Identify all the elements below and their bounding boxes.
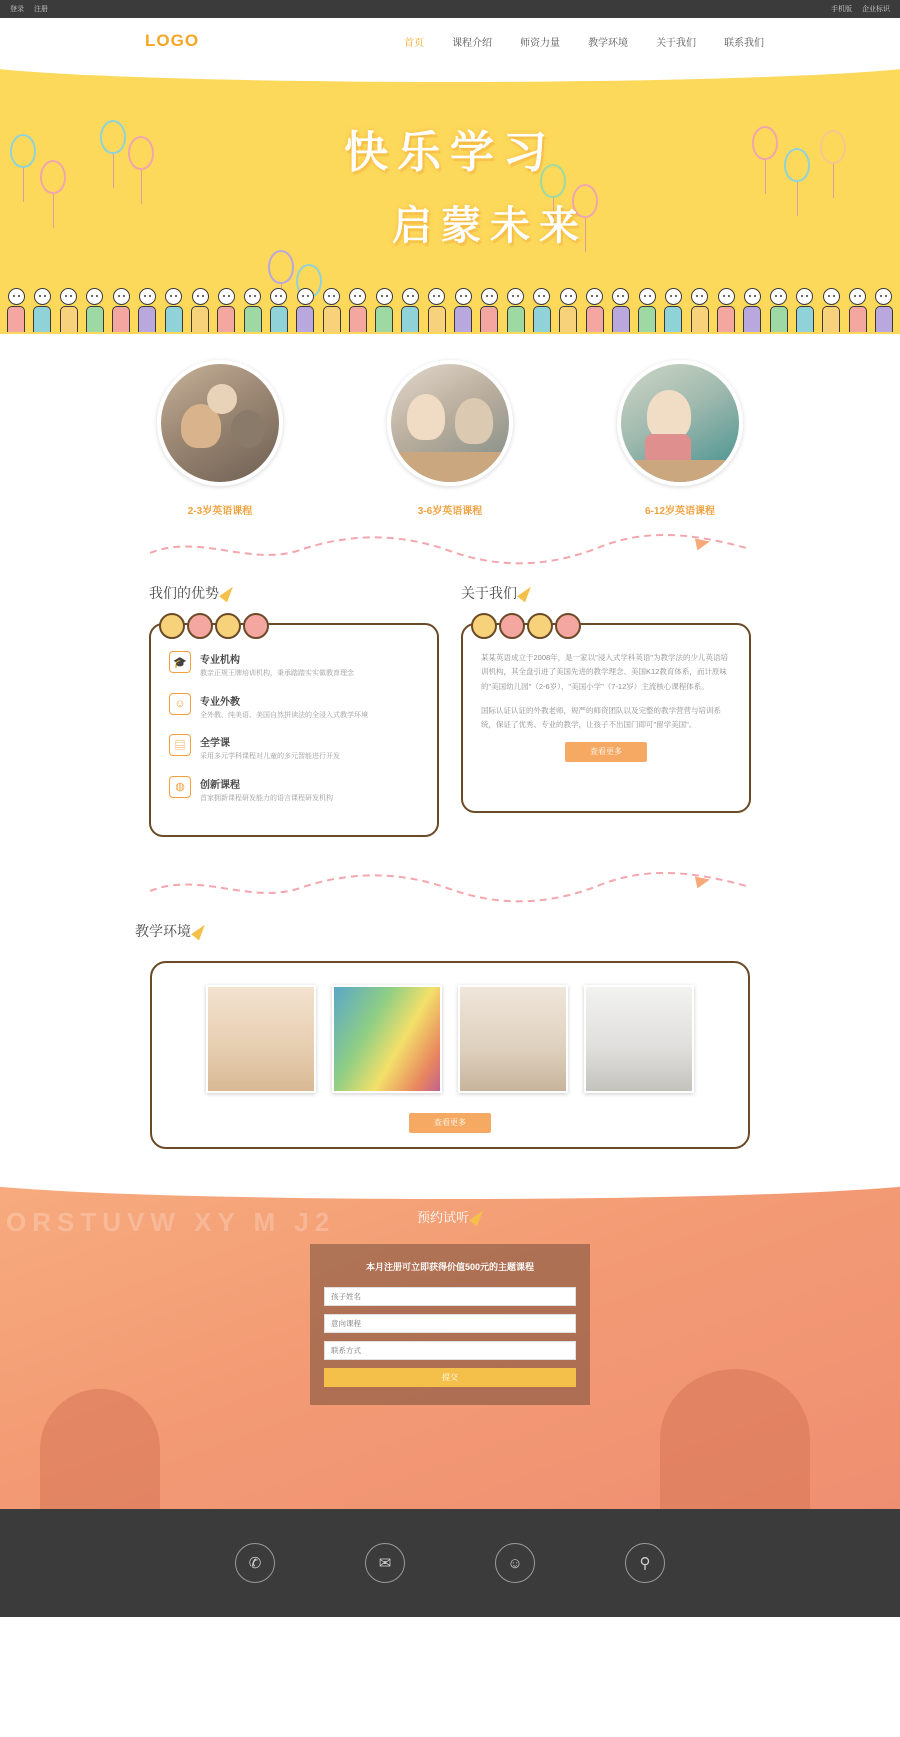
footer-item-location[interactable] (625, 1543, 665, 1583)
peeking-kids-illustration (159, 585, 279, 639)
kid-figure (135, 288, 159, 332)
phone-icon: ✆ (235, 1543, 275, 1583)
register-link[interactable]: 注册 (33, 6, 48, 13)
book-open-icon: ▤ (169, 734, 191, 756)
login-link[interactable]: 登录 (10, 6, 24, 13)
kid-figure (609, 288, 633, 332)
balloon-icon (10, 134, 36, 202)
booking-promo-text: 本月注册可立即获得价值500元的主题课程 (365, 1262, 535, 1272)
kid-figure (109, 288, 133, 332)
course-image-classroom-girl (617, 360, 743, 486)
peek-kid-head (471, 613, 497, 639)
kid-figure (57, 288, 81, 332)
site-header (0, 18, 900, 64)
kid-figure (162, 288, 186, 332)
kid-figure (241, 288, 265, 332)
site-footer (0, 1509, 900, 1617)
course-card-2[interactable] (595, 360, 765, 517)
kid-figure (661, 288, 685, 332)
advantages-title: 我们的优势 (149, 585, 219, 601)
kid-figure (30, 288, 54, 332)
peek-kid-head (499, 613, 525, 639)
peek-kid-head (159, 613, 185, 639)
top-bar (0, 0, 900, 18)
background-person-right (660, 1369, 810, 1509)
footer-item-mail[interactable] (365, 1543, 405, 1583)
kid-figure (740, 288, 764, 332)
kid-figure (398, 288, 422, 332)
kid-figure (320, 288, 344, 332)
environment-title: 教学环境 (135, 923, 191, 939)
kid-figure (846, 288, 870, 332)
nav-item-faculty[interactable]: 师资力量 (520, 37, 561, 49)
kid-figure (83, 288, 107, 332)
background-letters: ORSTUVW XY M J2 (6, 1207, 336, 1237)
site-logo[interactable]: LOGO (145, 31, 200, 50)
environment-more-button[interactable]: 查看更多 (409, 1113, 491, 1133)
mail-icon: ✉ (365, 1543, 405, 1583)
lightbulb-icon: ◍ (169, 776, 191, 798)
balloon-icon (820, 130, 846, 198)
kid-figure (714, 288, 738, 332)
booking-title-row (0, 1179, 900, 1226)
nav-item-courses[interactable]: 课程介绍 (452, 37, 493, 49)
kid-figure (4, 288, 28, 332)
peek-kid-head (243, 613, 269, 639)
kid-figure (188, 288, 212, 332)
nav-item-home[interactable]: 首页 (404, 37, 425, 49)
user-badge-icon: ☺ (169, 693, 191, 715)
peek-kid-head (527, 613, 553, 639)
kid-figure (583, 288, 607, 332)
advantages-card (149, 623, 439, 837)
about-panel (461, 583, 751, 837)
kid-figure (530, 288, 554, 332)
kid-figure (372, 288, 396, 332)
environment-section (0, 921, 900, 1169)
about-paragraph-1: 国际认证认证的外教老师，规严的师资团队以及完整的教学营营与培训系统，保证了优秀、专业的教学，让孩子不出国门即可"留学美国"。 (481, 705, 721, 729)
kid-figure (293, 288, 317, 332)
wave-divider-top (0, 533, 900, 575)
peek-kid-head (215, 613, 241, 639)
kids-illustration-strip (0, 272, 900, 334)
hero-title-line1: 快乐学习 (344, 128, 556, 177)
pencil-icon (191, 922, 209, 941)
contact-input[interactable] (324, 1341, 576, 1360)
hero-title-line2: 启蒙未来 (392, 204, 588, 248)
advantage-title-3: 创新课程 (200, 779, 240, 791)
course-image-toddlers (157, 360, 283, 486)
booking-form (310, 1244, 590, 1405)
kid-figure (425, 288, 449, 332)
user-icon: ☺ (495, 1543, 535, 1583)
kid-figure (819, 288, 843, 332)
about-paragraph-0: 某某英语成立于2008年，是一家以"浸入式学科英语"为教学法的少儿英语培训机构，其全盘引进了美国先进的教学理念、美国K12教育体系，而计原味的"美国幼儿园"（2-6岁）、"美国小学"（7-12岁）主流核心课程体系。 (481, 653, 729, 691)
balloon-icon (100, 120, 126, 188)
kid-figure (872, 288, 896, 332)
main-navigation (404, 34, 764, 49)
hero-top-curve (0, 64, 900, 82)
advantage-desc-0: 教亲正规王牌培训机构，秉承踏踏实实做教育理念 (200, 670, 354, 677)
course-label-2: 6-12岁英语课程 (644, 506, 715, 517)
environment-image-1[interactable] (332, 985, 442, 1093)
footer-item-user[interactable] (495, 1543, 535, 1583)
kid-figure (504, 288, 528, 332)
kid-figure (451, 288, 475, 332)
course-label-0: 2-3岁英语课程 (187, 506, 253, 517)
environment-card (150, 961, 750, 1149)
kid-figure (346, 288, 370, 332)
booking-section (0, 1179, 900, 1509)
advantage-desc-2: 采用多元学科课程对儿童的多元智能进行开发 (200, 753, 340, 760)
panels-section (0, 583, 900, 843)
environment-gallery (170, 985, 730, 1093)
course-list (0, 334, 900, 525)
nav-item-about[interactable]: 关于我们 (656, 37, 697, 49)
balloon-icon (40, 160, 66, 228)
advantage-item-2 (169, 734, 419, 763)
course-card-1[interactable] (365, 360, 535, 517)
about-card (461, 623, 751, 813)
course-label-1: 3-6岁英语课程 (417, 506, 483, 517)
about-title: 关于我们 (461, 585, 517, 601)
kid-figure (635, 288, 659, 332)
enterprise-mark-link[interactable]: 企业标识 (862, 6, 890, 13)
environment-image-0[interactable] (206, 985, 316, 1093)
dashed-wave-icon (150, 871, 750, 905)
about-more-button[interactable]: 查看更多 (565, 742, 647, 762)
environment-image-2[interactable] (458, 985, 568, 1093)
advantage-desc-3: 首家拥新课程研发能力的语言课程研发机构 (200, 794, 333, 802)
kid-figure (688, 288, 712, 332)
advantage-title-2: 全学课 (200, 738, 230, 749)
dashed-wave-icon (150, 533, 750, 567)
advantage-item-3 (169, 776, 419, 805)
nav-item-contact[interactable]: 联系我们 (724, 37, 765, 49)
course-card-0[interactable] (135, 360, 305, 517)
advantage-item-0 (169, 651, 419, 680)
peeking-kids-illustration (471, 585, 591, 639)
peek-kid-head (187, 613, 213, 639)
graduation-cap-icon: 🎓 (169, 651, 191, 673)
pencil-icon (469, 1207, 487, 1226)
balloon-icon (572, 184, 598, 252)
balloon-icon (128, 136, 154, 204)
kid-figure (767, 288, 791, 332)
advantage-desc-1: 全外教、纯美语、美国自然拼读法的全浸入式教学环境 (200, 711, 368, 719)
background-person-left (40, 1389, 160, 1509)
hero-banner (0, 64, 900, 334)
course-image-girls-studying (387, 360, 513, 486)
wave-divider-bottom (0, 871, 900, 913)
advantages-panel (149, 583, 439, 837)
environment-image-3[interactable] (584, 985, 694, 1093)
intended-course-input[interactable] (324, 1314, 576, 1333)
kid-figure (556, 288, 580, 332)
top-bar-left (10, 4, 56, 14)
kid-figure (477, 288, 501, 332)
top-bar-right (823, 4, 890, 14)
environment-title-row (135, 921, 900, 941)
submit-button[interactable]: 提交 (324, 1368, 576, 1387)
advantage-title-0: 专业机构 (200, 655, 240, 666)
kid-figure (793, 288, 817, 332)
footer-item-phone[interactable] (235, 1543, 275, 1583)
booking-title: 预约试听 (416, 1210, 469, 1225)
peek-kid-head (555, 613, 581, 639)
kid-figure (214, 288, 238, 332)
balloon-icon (540, 164, 566, 232)
kid-figure (267, 288, 291, 332)
balloon-icon (784, 148, 810, 216)
location-icon: ⚲ (625, 1543, 665, 1583)
advantage-item-1 (169, 693, 419, 722)
balloon-icon (752, 126, 778, 194)
child-name-input[interactable] (324, 1287, 576, 1306)
nav-item-environment[interactable]: 教学环境 (588, 37, 629, 49)
advantage-title-1: 专业外教 (200, 696, 240, 708)
mobile-version-link[interactable]: 手机版 (831, 6, 853, 13)
